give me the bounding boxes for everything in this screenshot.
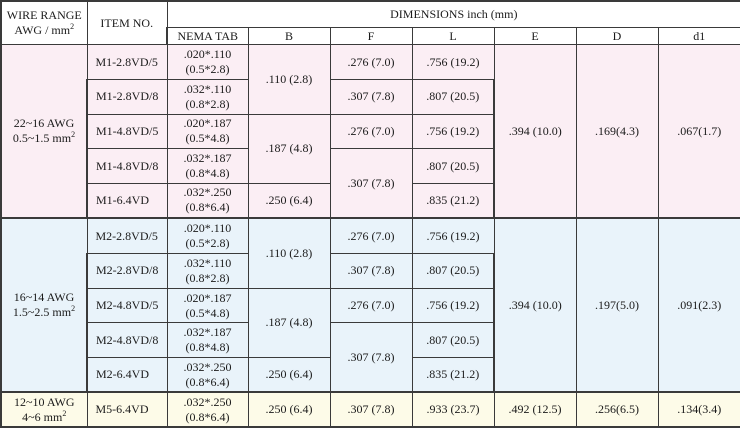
nema-tab-cell [167,358,248,393]
nema-tab-cell [167,392,248,427]
b-header: B [248,27,330,44]
d-cell: .256(6.5) [576,392,658,427]
e-cell: .492 (12.5) [494,392,576,427]
wire-range-label: WIRE RANGE [6,8,82,23]
f-cell: .307 (7.8) [330,392,412,427]
nema-tab-cell [167,254,248,289]
b-cell: .187 (4.8) [248,288,330,357]
nema-tab-cell [167,183,248,218]
nema-tab-cell [167,114,248,149]
item-no-cell: M1-4.8VD/5 [87,114,167,149]
f-cell: .307 (7.8) [330,254,412,289]
d1-header: d1 [658,27,740,44]
tab-mm: (0.5*2.8) [185,236,230,251]
tab-inch: .032*.250 [183,394,232,409]
d1-cell: .067(1.7) [658,45,740,218]
dimensions-header: DIMENSIONS inch (mm) [167,1,740,27]
f-cell: .307 (7.8) [330,79,412,114]
f-header: F [330,27,412,44]
wire-mm-sup: 2 [71,130,76,140]
tab-mm: (0.8*2.8) [185,96,230,111]
tab-inch: .020*.187 [183,290,232,305]
l-cell: .756 (19.2) [412,45,494,80]
d1-cell: .134(3.4) [658,392,740,427]
b-cell: .250 (6.4) [248,392,330,427]
l-cell: .807 (20.5) [412,323,494,358]
nema-tab-cell [167,149,248,184]
l-cell: .933 (23.7) [412,392,494,427]
wire-mm: 1.5~2.5 mm [12,305,72,320]
tab-inch: .032*.187 [183,325,232,340]
l-header: L [412,27,494,44]
table-row [1,218,740,254]
nema-tab-cell [167,288,248,323]
l-cell: .835 (21.2) [412,358,494,393]
header-row-1 [1,1,740,27]
b-cell: .110 (2.8) [248,218,330,288]
table-row [1,45,740,80]
wire-range-cell [1,392,87,427]
tab-mm: (0.8*2.8) [185,270,230,285]
tab-inch: .020*.187 [183,116,232,131]
tab-mm: (0.8*6.4) [185,374,230,389]
b-cell: .110 (2.8) [248,45,330,114]
tab-mm: (0.8*6.4) [185,200,230,215]
tab-mm: (0.8*4.8) [185,340,230,355]
table-row [1,392,740,427]
f-cell: .276 (7.0) [330,288,412,323]
wire-unit-label: AWG / mm [14,23,71,38]
tab-mm: (0.8*6.4) [185,409,230,424]
e-cell: .394 (10.0) [494,45,576,218]
tab-inch: .020*.110 [183,47,232,62]
item-no-cell: M2-4.8VD/8 [87,323,167,358]
tab-mm: (0.5*4.8) [185,305,230,320]
item-no-cell: M2-2.8VD/5 [87,218,167,254]
wire-mm: 0.5~1.5 mm [12,131,72,146]
item-no-cell: M1-2.8VD/5 [87,45,167,80]
f-cell: .276 (7.0) [330,218,412,254]
item-no-cell: M1-4.8VD/8 [87,149,167,184]
l-cell: .835 (21.2) [412,183,494,218]
nema-tab-cell [167,79,248,114]
l-cell: .756 (19.2) [412,288,494,323]
nema-tab-cell [167,323,248,358]
wire-range-header [1,1,87,45]
wire-mm: 4~6 mm [22,409,63,424]
tab-inch: .032*.187 [183,151,232,166]
b-cell: .250 (6.4) [248,358,330,393]
b-cell: .250 (6.4) [248,183,330,218]
d-cell: .169(4.3) [576,45,658,218]
l-cell: .807 (20.5) [412,254,494,289]
f-cell: .307 (7.8) [330,323,412,392]
item-no-cell: M2-6.4VD [87,358,167,393]
wire-awg: 12~10 AWG [13,394,75,409]
tab-inch: .032*.110 [183,255,232,270]
item-no-cell: M1-6.4VD [87,183,167,218]
item-no-cell: M2-4.8VD/5 [87,288,167,323]
tab-inch: .032*.110 [183,81,232,96]
wire-range-cell [1,45,87,218]
nema-tab-header: NEMA TAB [167,27,248,44]
f-cell: .307 (7.8) [330,149,412,218]
e-cell: .394 (10.0) [494,218,576,392]
tab-mm: (0.5*2.8) [185,62,230,77]
d1-cell: .091(2.3) [658,218,740,392]
item-no-header: ITEM NO. [87,1,167,45]
wire-range-cell [1,218,87,392]
wire-awg: 16~14 AWG [13,290,75,305]
l-cell: .807 (20.5) [412,149,494,184]
b-cell: .187 (4.8) [248,114,330,183]
nema-tab-cell [167,45,248,80]
nema-tab-cell [167,218,248,254]
wire-unit-sup: 2 [70,22,75,32]
tab-inch: .020*.110 [183,221,232,236]
l-cell: .807 (20.5) [412,79,494,114]
d-header: D [576,27,658,44]
f-cell: .276 (7.0) [330,114,412,149]
item-no-cell: M5-6.4VD [87,392,167,427]
e-header: E [494,27,576,44]
item-no-cell: M1-2.8VD/8 [87,79,167,114]
wire-mm-sup: 2 [71,304,76,314]
l-cell: .756 (19.2) [412,114,494,149]
f-cell: .276 (7.0) [330,45,412,80]
tab-mm: (0.5*4.8) [185,131,230,146]
d-cell: .197(5.0) [576,218,658,392]
item-no-cell: M2-2.8VD/8 [87,254,167,289]
tab-inch: .032*.250 [183,185,232,200]
tab-mm: (0.8*4.8) [185,166,230,181]
tab-inch: .032*.250 [183,359,232,374]
wire-mm-sup: 2 [62,408,67,418]
wire-awg: 22~16 AWG [13,116,75,131]
l-cell: .756 (19.2) [412,218,494,254]
